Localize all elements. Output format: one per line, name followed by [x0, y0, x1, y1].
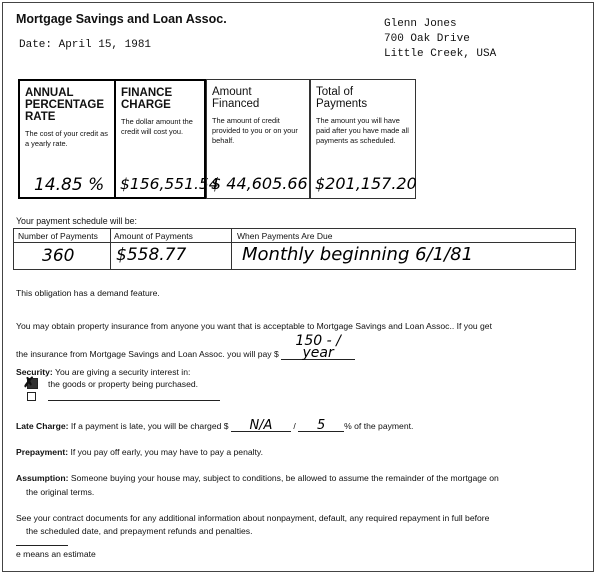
footnote-divider: [16, 545, 68, 546]
apr-box: [18, 79, 116, 199]
total-of-payments-value: $201,157.20: [315, 174, 417, 193]
late-charge-line: Late Charge: If a payment is late, you will be charged $ N/A / 5 % of the payment.: [16, 418, 414, 433]
prepayment-line: Prepayment: If you pay off early, you may have to pay a penalty.: [16, 447, 263, 457]
late-charge-label: Late Charge:: [16, 421, 69, 431]
lender-name: Mortgage Savings and Loan Assoc.: [16, 12, 227, 26]
assumption-line-2: the original terms.: [26, 487, 95, 497]
security-other-checkbox[interactable]: [27, 392, 36, 401]
finance-charge-value: $156,551.54: [120, 175, 219, 193]
insurance-amount: 150 - / year: [281, 335, 355, 360]
late-charge-amount: N/A: [231, 420, 291, 432]
security-label: Security:: [16, 367, 53, 377]
header-amount-of-payments: Amount of Payments: [110, 229, 231, 243]
amount-financed-title: Amount Financed: [212, 86, 260, 110]
estimate-footnote: e means an estimate: [16, 549, 96, 559]
security-text: You are giving a security interest in:: [55, 367, 191, 377]
apr-value: 14.85 %: [34, 175, 105, 195]
header-when-payments-due: When Payments Are Due: [231, 229, 575, 243]
finance-charge-description: The dollar amount the credit will cost you.: [121, 117, 193, 136]
finance-charge-box: [114, 79, 219, 199]
security-line: [16, 366, 190, 378]
insurance-line-2: the insurance from Mortgage Savings and Loan Assoc. you will pay $ 150 - / year: [16, 335, 355, 360]
form-date: Date: April 15, 1981: [19, 39, 152, 51]
total-of-payments-title: Total of Payments: [316, 86, 368, 110]
contract-line-1: See your contract documents for any additional information about nonpayment, default, any required repayment in full before: [16, 513, 490, 523]
check-mark-icon: ✗: [23, 374, 35, 390]
borrower-address: [384, 17, 496, 62]
apr-description: The cost of your credit as a yearly rate.: [25, 129, 108, 148]
number-of-payments-value: 360: [42, 246, 75, 266]
assumption-line-1: Assumption: Someone buying your house may, subject to conditions, be allowed to assume the remainder of the mortgage on: [16, 473, 499, 483]
header-number-of-payments: Number of Payments: [14, 229, 110, 243]
amount-financed-box: [206, 79, 310, 199]
insurance-line-1: You may obtain property insurance from anyone you want that is acceptable to Mortgage Savings and Loan Assoc.. If you get: [16, 321, 492, 331]
apr-title: ANNUAL PERCENTAGE RATE: [25, 87, 105, 123]
amount-financed-description: The amount of credit provided to you or on your behalf.: [212, 116, 298, 145]
late-charge-percent: 5: [298, 420, 344, 432]
total-of-payments-box: [310, 79, 416, 199]
borrower-city: Little Creek, USA: [384, 48, 497, 60]
borrower-name: Glenn Jones: [384, 18, 457, 30]
finance-charge-title: FINANCE CHARGE: [121, 87, 173, 111]
payment-due-value: Monthly beginning 6/1/81: [242, 244, 474, 265]
security-other-line[interactable]: [48, 400, 220, 401]
amount-of-payments-value: $558.77: [116, 245, 187, 265]
security-goods-label: the goods or property being purchased.: [48, 379, 199, 389]
schedule-intro: Your payment schedule will be:: [16, 216, 137, 226]
amount-financed-value: $ 44,605.66: [211, 174, 308, 193]
contract-line-2: the scheduled date, and prepayment refunds and penalties.: [26, 526, 253, 536]
demand-feature: This obligation has a demand feature.: [16, 288, 160, 298]
total-of-payments-description: The amount you will have paid after you have made all payments as scheduled.: [316, 116, 409, 145]
borrower-street: 700 Oak Drive: [384, 33, 470, 45]
payment-schedule-table: [13, 228, 576, 270]
